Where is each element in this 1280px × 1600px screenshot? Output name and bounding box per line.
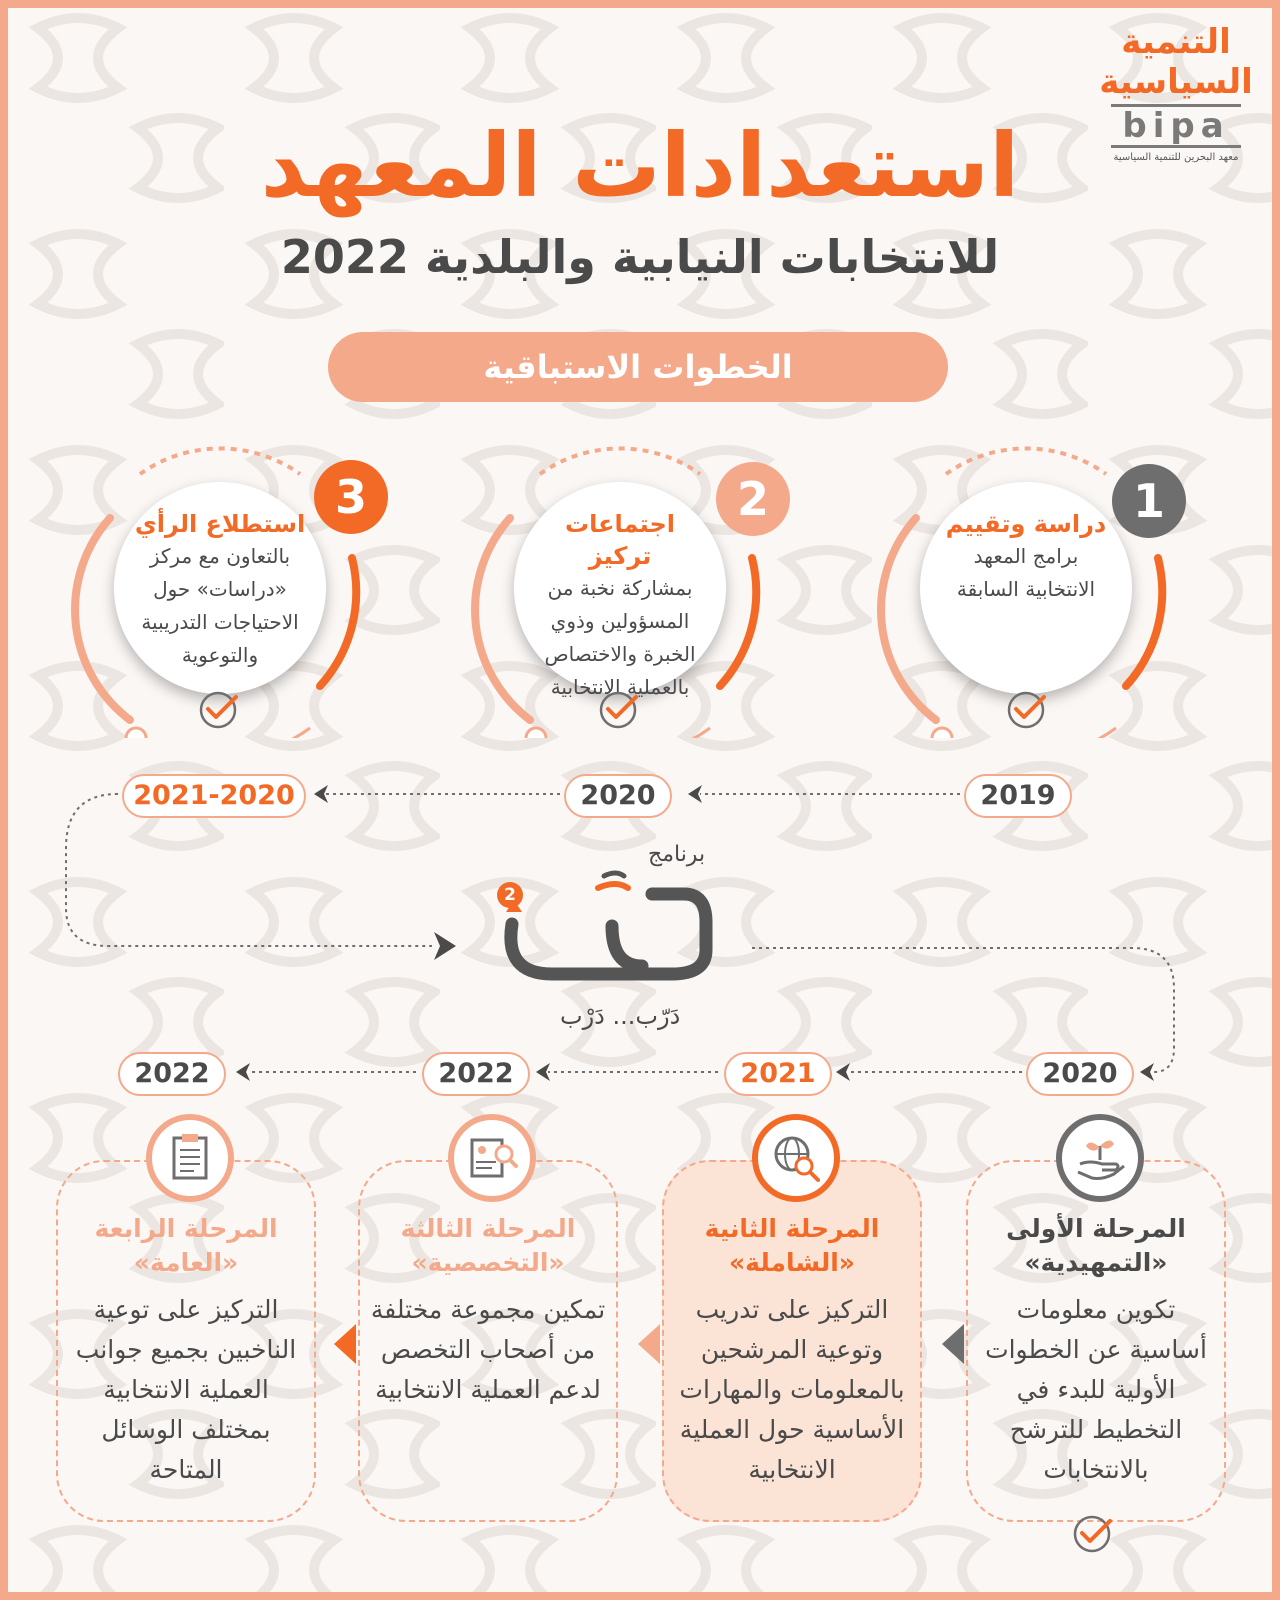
- section-banner: الخطوات الاستباقية: [328, 332, 948, 402]
- page-title: استعدادات المعهد: [260, 114, 1020, 217]
- year-pill-step-2: 2020: [564, 774, 672, 818]
- phase-title: المرحلة الثالثة «التخصصية»: [400, 1214, 576, 1277]
- year-pill-phase-4: 2022: [118, 1052, 226, 1096]
- logo-line-2: السياسية: [1099, 62, 1253, 102]
- phase-title: المرحلة الرابعة «العامة»: [94, 1214, 278, 1277]
- phase-desc: تكوين معلومات أساسية عن الخطوات الأولية للبدء في التخطيط للترشح بالانتخابات: [985, 1295, 1207, 1484]
- step-title: استطلاع الرأي: [134, 510, 306, 538]
- phase-desc: تمكين مجموعة مختلفة من أصحاب التخصص لدعم العملية الانتخابية: [370, 1295, 606, 1404]
- infographic-page: [8, 8, 1272, 1592]
- page-subtitle: للانتخابات النيابية والبلدية 2022: [280, 230, 1000, 284]
- step-title: دراسة وتقييم: [945, 510, 1107, 538]
- logo-bipa: bipa: [1111, 104, 1241, 148]
- arrow-left-icon: [334, 1324, 356, 1364]
- program-badge: 2: [497, 882, 523, 908]
- step-title: اجتماعات تركيز: [565, 510, 675, 570]
- phase-desc: التركيز على توعية الناخبين بجميع جوانب العملية الانتخابية بمختلف الوسائل المتاحة: [75, 1295, 297, 1484]
- program-tagline: دَرّب... دَرْب: [560, 1002, 681, 1030]
- year-pill-phase-2: 2021: [724, 1052, 832, 1096]
- logo-line-1: التنمية: [1121, 22, 1231, 62]
- step-desc: بمشاركة نخبة من المسؤولين وذوي الخبرة والاختصاص بالعملية الانتخابية: [544, 576, 696, 699]
- program-label: برنامج: [648, 842, 706, 867]
- step-number-badge: 1: [1112, 464, 1186, 538]
- clipboard-list-icon: [146, 1114, 234, 1202]
- arrow-left-icon: [942, 1324, 964, 1364]
- phase-desc: التركيز على تدريب وتوعية المرشحين بالمعلومات والمهارات الأساسية حول العملية الانتخابية: [679, 1295, 905, 1484]
- phase-card-2: [662, 1160, 922, 1522]
- phase-card-4: [56, 1160, 316, 1522]
- darb-program-logo: [492, 866, 752, 996]
- check-icon: [1072, 1510, 1116, 1554]
- year-pill-phase-3: 2022: [422, 1052, 530, 1096]
- logo-caption-ar: معهد البحرين للتنمية السياسية: [1113, 152, 1239, 163]
- step-desc: بالتعاون مع مركز «دراسات» حول الاحتياجات التدريبية والتوعوية: [141, 544, 299, 667]
- plant-in-hand-icon: [1056, 1114, 1144, 1202]
- year-pill-step-3: 2021-2020: [122, 774, 306, 818]
- phase-card-1: [966, 1160, 1226, 1522]
- globe-search-icon: [752, 1114, 840, 1202]
- year-pill-phase-1: 2020: [1026, 1052, 1134, 1096]
- phase-title: المرحلة الأولى «التمهيدية»: [1006, 1214, 1186, 1277]
- year-pill-step-1: 2019: [964, 774, 1072, 818]
- step-number-badge: 2: [716, 462, 790, 536]
- step-desc: برامج المعهد الانتخابية السابقة: [956, 544, 1096, 601]
- phase-card-3: [358, 1160, 618, 1522]
- profile-search-icon: [448, 1114, 536, 1202]
- arrow-left-icon: [638, 1324, 660, 1364]
- phase-title: المرحلة الثانية «الشاملة»: [704, 1214, 880, 1277]
- step-number-badge: 3: [314, 460, 388, 534]
